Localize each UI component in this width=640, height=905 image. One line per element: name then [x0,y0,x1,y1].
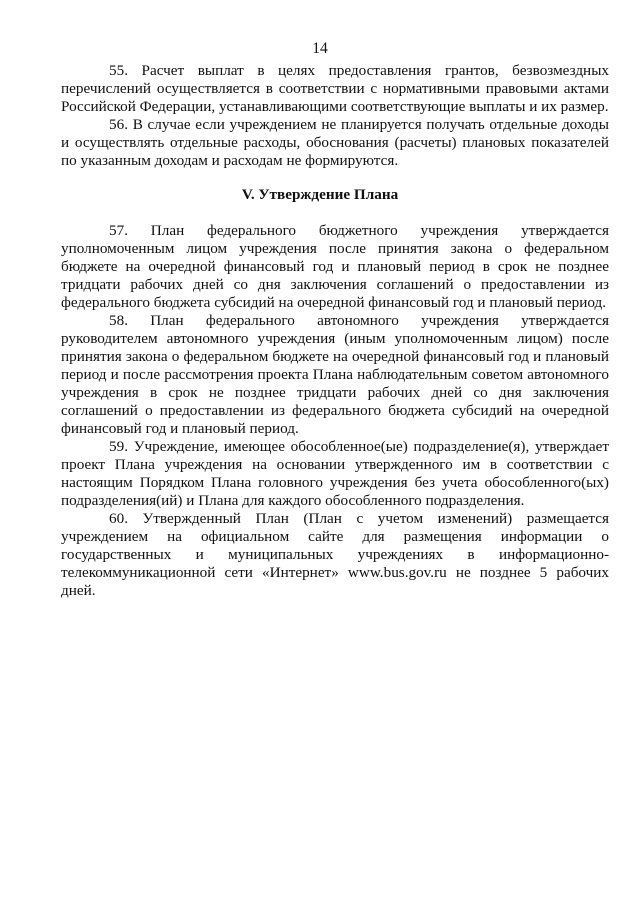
section-heading: V. Утверждение Плана [241,186,399,203]
section-paragraphs [61,222,609,600]
paragraph-60: 60. Утвержденный План (План с учетом изменений) размещается учреждением на официальном сайте для размещения информации о государственных и муниципальных учреждениях в информационно-телекоммуникационной сети «Интернет» www.bus.gov.ru не позднее 5 рабочих дней. [61,510,609,599]
paragraph-57: 57. План федерального бюджетного учреждения утверждается уполномоченным лицом учреждения после принятия закона о федеральном бюджете на очередной финансовый год и плановый период в срок не позднее тридцати рабочих дней со дня заключения соглашений о предоставлении из федерального бюджета субсидий на очередной финансовый год и плановый период. [61,222,609,311]
page-number: 14 [312,40,328,57]
paragraph-55: 55. Расчет выплат в целях предоставления грантов, безвозмездных перечислений осуществляется в соответствии с нормативными правовыми актами Российской Федерации, устанавливающими соответствующие выплаты и их размер. [61,62,609,115]
paragraph-59: 59. Учреждение, имеющее обособленное(ые) подразделение(я), утверждает проект Плана учреждения на основании утвержденного им в соответствии с настоящим Порядком Плана головного учреждения без учета обособленного(ых) подразделения(ий) и Плана для каждого обособленного подразделения. [61,438,609,509]
paragraph-56: 56. В случае если учреждением не планируется получать отдельные доходы и осуществлять отдельные расходы, обоснования (расчеты) плановых показателей по указанным доходам и расходам не формируются. [61,116,609,169]
paragraph-58: 58. План федерального автономного учреждения утверждается руководителем автономного учреждения (иным уполномоченным лицом) после принятия закона о федеральном бюджете на очередной финансовый год и плановый период и после рассмотрения проекта Плана наблюдательным советом автономного учреждения в срок не позднее тридцати рабочих дней со дня заключения соглашений о предоставлении из федерального бюджета субсидий на очередной финансовый год и плановый период. [61,312,609,437]
top-paragraphs [61,62,609,170]
